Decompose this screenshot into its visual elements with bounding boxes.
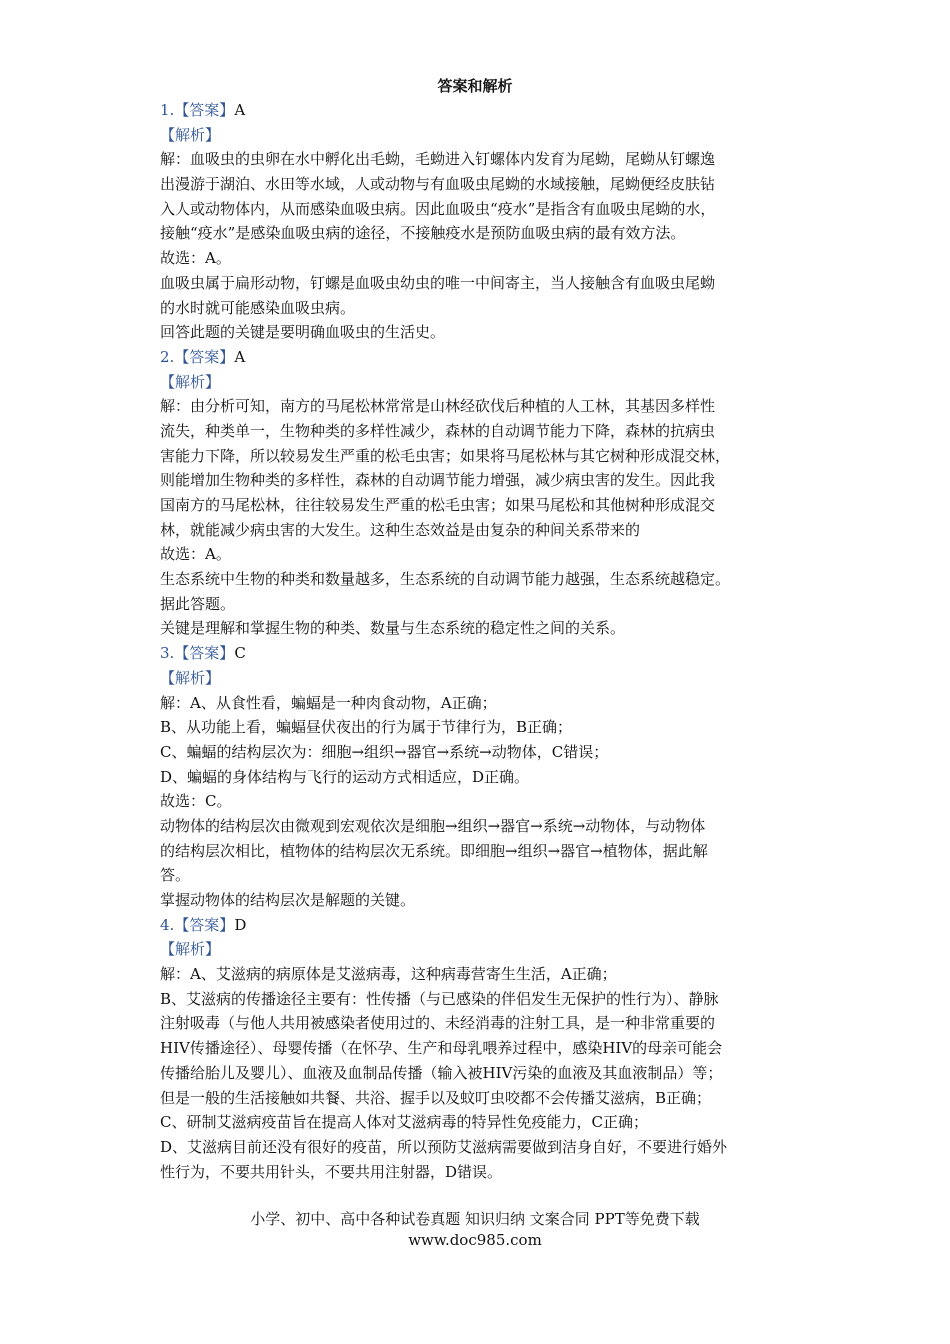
line-text: 据此答题。 [160,594,236,613]
line-text: 解：A、艾滋病的病原体是艾滋病毒，这种病毒营寄生生活，A正确； [160,965,617,984]
line-text: C、蝙蝠的结构层次为：细胞→组织→器官→系统→动物体，C错误； [160,742,609,761]
page-title: 答案和解析 [437,77,513,95]
line-text: C [234,644,246,663]
body-line [160,1061,792,1086]
body-line [160,814,792,839]
body-line [160,1086,792,1111]
body-line [160,493,792,518]
body-line [160,542,792,567]
answer-line [160,641,792,666]
body-line [160,518,792,543]
body-line [160,221,792,246]
line-text: 林，就能减少病虫害的大发生。这种生态效益是由复杂的种间关系带来的 [160,520,641,539]
line-text: 害能力下降，所以较易发生严重的松毛虫害；如果将马尾松林与其它树种形成混交林， [160,446,731,465]
line-text: 接触“疫水”是感染血吸虫病的途径，不接触疫水是预防血吸虫病的最有效方法。 [160,224,686,243]
line-text: 答。 [160,866,191,885]
body-line [160,839,792,864]
body-line [160,271,792,296]
body-line [160,197,792,222]
line-text: D、蝙蝠的身体结构与飞行的运动方式相适应，D正确。 [160,767,530,786]
line-text: 则能增加生物种类的多样性，森林的自动调节能力增强，减少病虫害的发生。因此我 [160,471,716,490]
line-text: D [234,915,247,934]
page-footer [0,1209,950,1251]
answer-line [160,345,792,370]
body-line [160,1135,792,1160]
line-text: 掌握动物体的结构层次是解题的关键。 [160,891,416,909]
answer-tag: 【解析】 [160,372,221,391]
line-text: HIV传播途径）、母婴传播（在怀孕、生产和母乳喂养过程中，感染HIV的母亲可能会 [160,1039,723,1058]
body-line [160,172,792,197]
footer-download-text: 小学、初中、高中各种试卷真题 知识归纳 文案合同 PPT等免费下载 [250,1210,700,1228]
line-text: 国南方的马尾松林，往往较易发生严重的松毛虫害；如果马尾松和其他树种形成混交 [160,496,716,514]
line-text: B、艾滋病的传播途径主要有：性传播（与已感染的伴侣发生无保护的性行为）、静脉 [160,989,719,1008]
answer-line [160,98,792,123]
line-text: 故选：A。 [160,249,231,268]
line-text: B、从功能上看，蝙蝠昼伏夜出的行为属于节律行为，B正确； [160,718,573,737]
answer-tag: 4.【答案】 [160,915,235,934]
answer-tag: 1.【答案】 [160,101,235,119]
document-body [160,98,792,1184]
answer-tag: 【解析】 [160,940,221,959]
line-text: 传播给胎儿及婴儿）、血液及血制品传播（输入被HIV污染的血液及其血液制品）等； [160,1063,723,1082]
body-line [160,888,792,913]
analysis-heading [160,937,792,962]
body-line [160,789,792,814]
line-text: C、研制艾滋病疫苗旨在提高人体对艾滋病毒的特异性免疫能力，C正确； [160,1113,648,1132]
line-text: 解：血吸虫的虫卵在水中孵化出毛蚴，毛蚴进入钉螺体内发育为尾蚴，尾蚴从钉螺逸 [160,150,716,169]
analysis-heading [160,123,792,148]
body-line [160,394,792,419]
answer-tag: 【解析】 [160,668,221,687]
body-line [160,1160,792,1185]
body-line [160,320,792,345]
body-line [160,863,792,888]
analysis-heading [160,370,792,395]
body-line [160,691,792,716]
analysis-heading [160,666,792,691]
body-line [160,592,792,617]
line-text: 生态系统中生物的种类和数量越多，生态系统的自动调节能力越强，生态系统越稳定。 [160,570,731,589]
body-line [160,1110,792,1135]
body-line [160,987,792,1012]
line-text: 解：A、从食性看，蝙蝠是一种肉食动物，A正确； [160,693,497,712]
body-line [160,147,792,172]
body-line [160,1036,792,1061]
line-text: 流失，种类单一，生物种类的多样性减少，森林的自动调节能力下降，森林的抗病虫 [160,421,716,440]
line-text: 故选：A。 [160,545,231,564]
line-text: 解：由分析可知，南方的马尾松林常常是山林经砍伐后种植的人工林，其基因多样性 [160,397,716,416]
line-text: 性行为，不要共用针头，不要共用注射器，D错误。 [160,1162,503,1181]
answer-tag: 【解析】 [160,125,221,144]
body-line [160,296,792,321]
line-text: 动物体的结构层次由微观到宏观依次是细胞→组织→器官→系统→动物体，与动物体 [160,816,706,835]
body-line [160,246,792,271]
line-text: D、艾滋病目前还没有很好的疫苗，所以预防艾滋病需要做到洁身自好，不要进行婚外 [160,1137,728,1156]
body-line [160,962,792,987]
body-line [160,468,792,493]
line-text: 的结构层次相比，植物体的结构层次无系统。即细胞→组织→器官→植物体，据此解 [160,841,708,860]
body-line [160,1011,792,1036]
line-text: 但是一般的生活接触如共餐、共浴、握手以及蚊叮虫咬都不会传播艾滋病，B正确； [160,1088,712,1107]
line-text: 出漫游于湖泊、水田等水域，人或动物与有血吸虫尾蚴的水域接触，尾蚴便经皮肤钻 [160,175,716,194]
body-line [160,616,792,641]
body-line [160,444,792,469]
body-line [160,419,792,444]
answer-tag: 3.【答案】 [160,644,235,663]
line-text: 关键是理解和掌握生物的种类、数量与生态系统的稳定性之间的关系。 [160,619,626,638]
body-line [160,740,792,765]
body-line [160,567,792,592]
line-text: A [234,101,246,119]
line-text: 回答此题的关键是要明确血吸虫的生活史。 [160,323,446,342]
line-text: 血吸虫属于扁形动物，钉螺是血吸虫幼虫的唯一中间寄主，当人接触含有血吸虫尾蚴 [160,273,716,292]
body-line [160,715,792,740]
line-text: A [234,347,246,366]
line-text: 入人或动物体内，从而感染血吸虫病。因此血吸虫“疫水”是指含有血吸虫尾蚴的水， [160,199,716,218]
line-text: 的水时就可能感染血吸虫病。 [160,298,356,317]
line-text: 注射吸毒（与他人共用被感染者使用过的、未经消毒的注射工具，是一种非常重要的 [160,1014,716,1033]
body-line [160,765,792,790]
answer-tag: 2.【答案】 [160,347,235,366]
footer-website-link[interactable]: www.doc985.com [408,1231,542,1249]
line-text: 故选：C。 [160,792,232,811]
answer-line [160,913,792,938]
